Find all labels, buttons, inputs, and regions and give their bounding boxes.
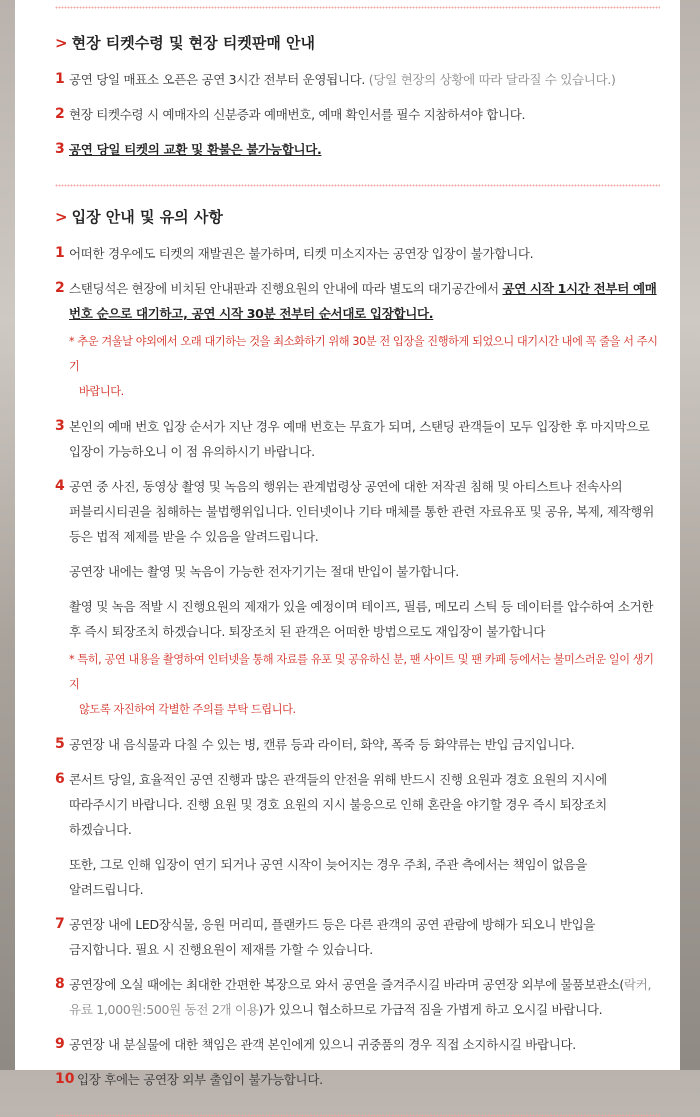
note-line: * 추운 겨울날 야외에서 오래 대기하는 것을 최소화하기 위해 30분 전 입장을 진행하게 되었으니 대기시간 내에 꼭 줄을 서 주시기 [69, 335, 658, 373]
item-number: 5 [55, 736, 65, 752]
item-text: 콘서트 당일, 효율적인 공연 진행과 많은 관객들의 안전을 위해 반드시 진행 요원과 경호 요원의 지시에 [69, 772, 607, 787]
item-text: 입장이 가능하오니 이 점 유의하시기 바랍니다. [69, 444, 315, 459]
item-text: 본인의 예매 번호 입장 순서가 지난 경우 예매 번호는 무효가 되며, 스탠딩 관객들이 모두 입장한 후 마지막으로 [69, 419, 650, 434]
list-item [55, 1032, 660, 1057]
item-text: 알려드립니다. [69, 882, 144, 897]
item-text: 등은 법적 제제를 받을 수 있음을 알려드립니다. [69, 529, 319, 544]
item-number: 9 [55, 1036, 65, 1052]
item-note [69, 647, 660, 722]
item-text: 따라주시기 바랍니다. 진행 요원 및 경호 요원의 지시 불응으로 인해 혼란을 야기할 경우 즉시 퇴장조치 [69, 797, 607, 812]
item-text: 촬영 및 녹음 적발 시 진행요원의 제재가 있을 예정이며 테이프, 필름, 메모리 스틱 등 데이터를 압수하여 소거한 [69, 599, 654, 614]
list-item [55, 414, 660, 464]
item-number: 8 [55, 976, 65, 992]
dotted-divider [55, 6, 660, 9]
list-item [55, 67, 660, 92]
dotted-divider [55, 184, 660, 187]
item-muted-text: 유료 1,000원:500원 동전 2개 이용 [69, 1002, 259, 1017]
list-item [55, 102, 660, 127]
item-bold-text: 공연 당일 티켓의 교환 및 환불은 불가능합니다. [69, 142, 322, 157]
caret-icon: > [55, 34, 68, 52]
section-title-ticket [55, 33, 660, 53]
note-line: * 특히, 공연 내용을 촬영하여 인터넷을 통해 자료를 유포 및 공유하신 분, 팬 사이트 및 팬 카페 등에서는 불미스러운 일이 생기지 [69, 653, 654, 691]
notice-content [55, 0, 660, 1117]
item-text: 금지합니다. 필요 시 진행요원이 제재를 가할 수 있습니다. [69, 942, 373, 957]
section-title-text: 현장 티켓수령 및 현장 티켓판매 안내 [71, 34, 316, 52]
item-number: 2 [55, 106, 65, 122]
list-item [55, 474, 660, 722]
item-muted-text: (당일 현장의 상황에 따라 달라질 수 있습니다.) [368, 72, 616, 87]
item-bold-text: 번호 순으로 대기하고, 공연 시작 30분 전부터 순서대로 입장합니다. [69, 306, 434, 321]
caret-icon: > [55, 208, 68, 226]
item-text: 공연장 내 분실물에 대한 책임은 관객 본인에게 있으니 귀중품의 경우 직접 소지하시길 바랍니다. [69, 1037, 576, 1052]
note-line: 바랍니다. [79, 385, 124, 398]
item-text: 퍼블리시티권을 침해하는 불법행위입니다. 인터넷이나 기타 매체를 통한 관련 자료유포 및 공유, 복제, 제작행위 [69, 504, 654, 519]
item-number: 6 [55, 771, 65, 787]
item-number: 1 [55, 245, 65, 261]
item-text: 공연장 내에는 촬영 및 녹음이 가능한 전자기기는 절대 반입이 불가합니다. [69, 564, 459, 579]
item-text: 공연장 내 음식물과 다칠 수 있는 병, 캔류 등과 라이터, 화약, 폭죽 등 화약류는 반입 금지입니다. [69, 737, 575, 752]
list-item [55, 912, 660, 962]
item-number: 7 [55, 916, 65, 932]
item-muted-text: 락커, [624, 977, 652, 992]
item-text: 공연 중 사진, 동영상 촬영 및 녹음의 행위는 관계법령상 공연에 대한 저작권 침해 및 아티스트나 전속사의 [69, 479, 623, 494]
item-text: 스탠딩석은 현장에 비치된 안내판과 진행요원의 안내에 따라 별도의 대기공간에서 [69, 281, 499, 296]
item-text: 후 즉시 퇴장조치 하겠습니다. 퇴장조치 된 관객은 어떠한 방법으로도 재입장이 불가합니다 [69, 624, 546, 639]
item-text: 입장 후에는 공연장 외부 출입이 불가능합니다. [77, 1072, 323, 1087]
list-item [55, 276, 660, 404]
item-number: 2 [55, 280, 65, 296]
item-text: 또한, 그로 인해 입장이 연기 되거나 공연 시작이 늦어지는 경우 주최, 주관 측에서는 책임이 없음을 [69, 857, 588, 872]
note-line: 않도록 자진하여 각별한 주의를 부탁 드립니다. [79, 703, 296, 716]
item-number: 3 [55, 418, 65, 434]
item-number: 4 [55, 478, 65, 494]
item-text: )가 있으니 협소하므로 가급적 짐을 가볍게 하고 오시길 바랍니다. [258, 1002, 603, 1017]
item-text: 하겠습니다. [69, 822, 132, 837]
item-text: 공연장 내에 LED장식물, 응원 머리띠, 플랜카드 등은 다른 관객의 공연 관람에 방해가 되오니 반입을 [69, 917, 596, 932]
item-text: 공연 당일 매표소 오픈은 공연 3시간 전부터 운영됩니다. [69, 72, 366, 87]
item-text: 공연장에 오실 때에는 최대한 간편한 복장으로 와서 공연을 즐겨주시길 바라며 공연장 외부에 물품보관소( [69, 977, 624, 992]
section-title-entry [55, 207, 660, 227]
item-number: 1 [55, 71, 65, 87]
item-number: 3 [55, 141, 65, 157]
list-item [55, 767, 660, 902]
list-item [55, 972, 660, 1022]
list-item [55, 1067, 660, 1092]
section-title-text: 입장 안내 및 유의 사항 [71, 208, 223, 226]
list-item [55, 732, 660, 757]
item-note [69, 329, 660, 404]
list-item [55, 241, 660, 266]
notice-panel [15, 0, 680, 1087]
list-item [55, 137, 660, 162]
item-bold-text: 공연 시작 1시간 전부터 예매 [502, 281, 657, 296]
item-text: 현장 티켓수령 시 예매자의 신분증과 예매번호, 예매 확인서를 필수 지참하셔야 합니다. [69, 107, 526, 122]
item-text: 어떠한 경우에도 티켓의 재발권은 불가하며, 티켓 미소지자는 공연장 입장이 불가합니다. [69, 246, 534, 261]
item-number: 10 [55, 1071, 75, 1087]
